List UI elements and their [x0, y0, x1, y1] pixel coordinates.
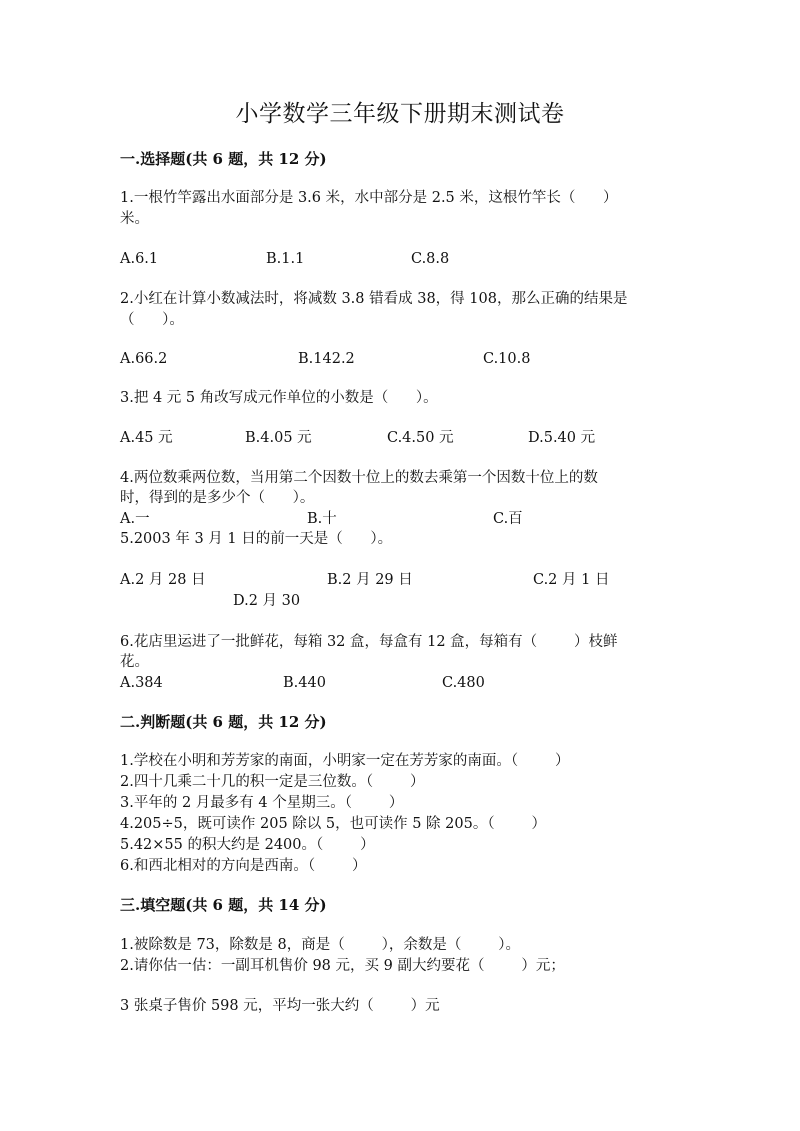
section-heading-judgement: 二.判断题(共 6 题，共 12 分) — [120, 713, 327, 731]
question-text-line: 5.2003 年 3 月 1 日的前一天是（ ）。 — [120, 531, 393, 547]
answer-option: A.66.2 — [120, 351, 168, 367]
answer-option: A.45 元 — [120, 430, 173, 446]
answer-option: A.384 — [120, 675, 163, 691]
answer-option: C.8.8 — [411, 251, 450, 267]
answer-option: A.一 — [120, 511, 150, 527]
answer-option: C.480 — [442, 675, 485, 691]
question-item: 3 张桌子售价 598 元，平均一张大约（ ）元 — [120, 998, 440, 1014]
answer-option: A.6.1 — [120, 251, 159, 267]
question-item: 1.被除数是 73，除数是 8，商是（ ），余数是（ ）。 — [120, 937, 520, 953]
page-title: 小学数学三年级下册期末测试卷 — [235, 101, 565, 127]
answer-option: D.5.40 元 — [528, 430, 596, 446]
question-text-line: 米。 — [120, 211, 149, 227]
question-item: 1.学校在小明和芳芳家的南面，小明家一定在芳芳家的南面。（ ） — [120, 753, 570, 769]
question-text-line: （ ）。 — [120, 312, 184, 328]
answer-option: A.2 月 28 日 — [120, 572, 206, 588]
question-text-line: 6.花店里运进了一批鲜花，每箱 32 盒，每盒有 12 盒，每箱有（ ）枝鲜 — [120, 634, 618, 650]
answer-option: D.2 月 30 — [233, 593, 301, 609]
answer-option: C.百 — [493, 511, 523, 527]
section-heading-choice: 一.选择题(共 6 题，共 12 分) — [120, 150, 327, 168]
question-item: 4.205÷5，既可读作 205 除以 5，也可读作 5 除 205。（ ） — [120, 816, 546, 832]
question-text-line: 2.小红在计算小数减法时，将减数 3.8 错看成 38，得 108，那么正确的结果是 — [120, 291, 628, 307]
section-heading-fill-blank: 三.填空题(共 6 题，共 14 分) — [120, 896, 327, 914]
question-item: 3.平年的 2 月最多有 4 个星期三。（ ） — [120, 795, 404, 811]
question-text-line: 1.一根竹竿露出水面部分是 3.6 米，水中部分是 2.5 米，这根竹竿长（ ） — [120, 190, 618, 206]
answer-option: B.1.1 — [266, 251, 305, 267]
answer-option: C.4.50 元 — [387, 430, 454, 446]
answer-option: B.4.05 元 — [245, 430, 312, 446]
answer-option: B.十 — [307, 511, 337, 527]
question-text-line: 花。 — [120, 654, 149, 670]
answer-option: C.2 月 1 日 — [533, 572, 610, 588]
answer-option: B.2 月 29 日 — [327, 572, 413, 588]
question-item: 6.和西北相对的方向是西南。（ ） — [120, 858, 367, 874]
answer-option: C.10.8 — [483, 351, 531, 367]
question-text-line: 3.把 4 元 5 角改写成元作单位的小数是（ ）。 — [120, 390, 438, 406]
question-text-line: 时，得到的是多少个（ ）。 — [120, 490, 315, 506]
question-text-line: 4.两位数乘两位数，当用第二个因数十位上的数去乘第一个因数十位上的数 — [120, 470, 598, 486]
question-item: 2.四十几乘二十几的积一定是三位数。（ ） — [120, 774, 425, 790]
answer-option: B.440 — [283, 675, 326, 691]
answer-option: B.142.2 — [298, 351, 355, 367]
question-item: 2.请你估一估：一副耳机售价 98 元，买 9 副大约要花（ ）元； — [120, 958, 565, 974]
question-item: 5.42×55 的积大约是 2400。（ ） — [120, 837, 375, 853]
